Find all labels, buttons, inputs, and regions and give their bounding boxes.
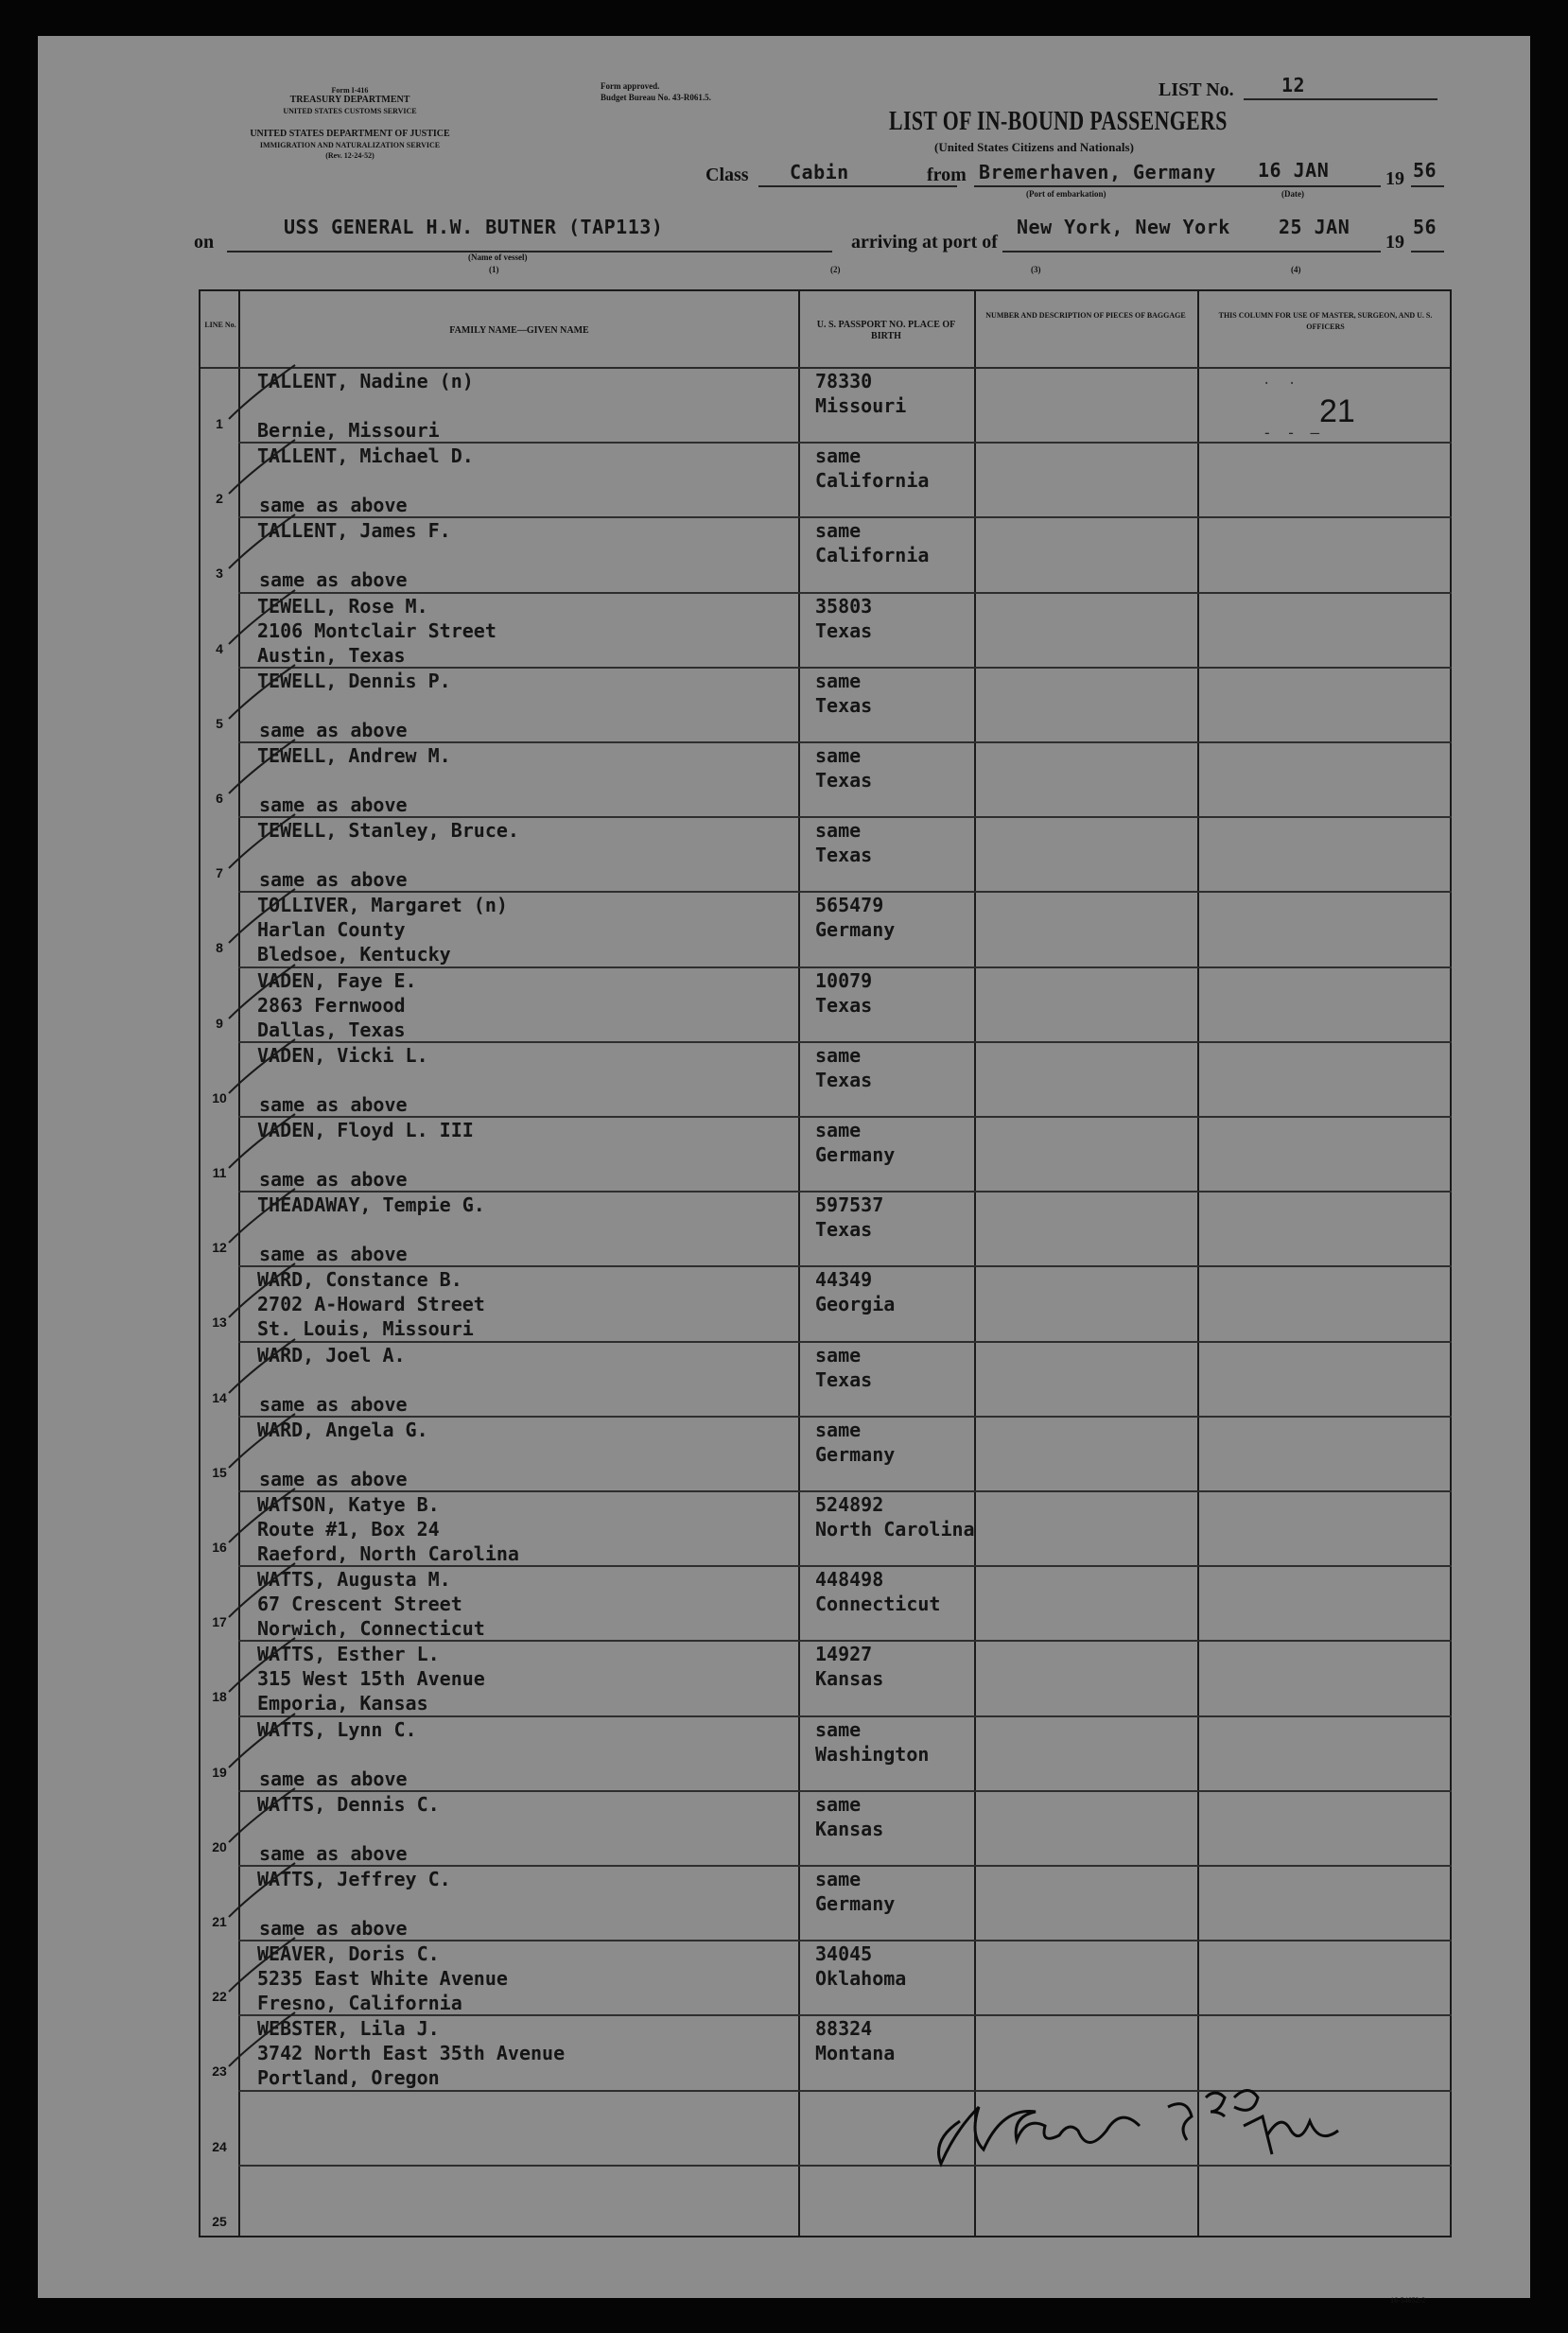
passenger-name: TEWELL, Rose M. bbox=[257, 594, 428, 618]
line-number: 8 bbox=[216, 940, 223, 956]
passport-number: same bbox=[815, 1343, 862, 1367]
place-of-birth: Washington bbox=[815, 1742, 930, 1766]
line-number: 7 bbox=[216, 865, 223, 881]
place-of-birth: Kansas bbox=[815, 1667, 884, 1691]
passenger-address: 2702 A-Howard Street bbox=[257, 1293, 485, 1316]
check-mark bbox=[219, 1332, 305, 1398]
passenger-address: 2106 Montclair Street bbox=[257, 618, 497, 642]
passport-number: 14927 bbox=[815, 1643, 873, 1666]
line-number: 12 bbox=[212, 1240, 227, 1256]
arrival-port: New York, New York bbox=[1017, 216, 1230, 238]
col-number-2: (2) bbox=[830, 265, 841, 274]
list-label: LIST No. bbox=[1159, 79, 1234, 100]
date-caption: (Date) bbox=[1281, 189, 1304, 199]
place-of-birth: Germany bbox=[815, 918, 896, 942]
passport-number: same bbox=[815, 1792, 862, 1816]
passenger-city: same as above bbox=[259, 1168, 408, 1191]
check-mark bbox=[219, 957, 305, 1023]
passenger-name: THEADAWAY, Tempie G. bbox=[257, 1193, 485, 1217]
passport-number: same bbox=[815, 519, 862, 543]
passenger-name: WARD, Joel A. bbox=[257, 1343, 406, 1367]
place-of-birth: Germany bbox=[815, 1143, 896, 1166]
vessel-underline bbox=[227, 251, 832, 252]
passenger-address: Route #1, Box 24 bbox=[257, 1518, 440, 1541]
line-number: 13 bbox=[212, 1314, 227, 1331]
line-number: 21 bbox=[212, 1914, 227, 1929]
page-subtitle: (United States Citizens and Nationals) bbox=[934, 140, 1134, 154]
line-number: 25 bbox=[212, 2213, 227, 2229]
check-mark bbox=[219, 1256, 305, 1322]
form-number: Form I-416 bbox=[331, 86, 369, 95]
passenger-city: Raeford, North Carolina bbox=[257, 1542, 519, 1565]
passport-number: 34045 bbox=[815, 1942, 873, 1966]
embarkation-port: Bremerhaven, Germany bbox=[979, 161, 1216, 183]
passport-number: same bbox=[815, 1043, 862, 1067]
line-number: 14 bbox=[212, 1389, 227, 1405]
col-header-officers: THIS COLUMN FOR USE OF MASTER, SURGEON, AND U. S. OFFICERS bbox=[1218, 311, 1433, 331]
arrival-year: 56 bbox=[1413, 216, 1437, 238]
passenger-city: Bernie, Missouri bbox=[257, 419, 440, 442]
place-of-birth: Texas bbox=[815, 1218, 873, 1242]
line-number: 10 bbox=[212, 1089, 227, 1106]
department-of-justice: UNITED STATES DEPARTMENT OF JUSTICE bbox=[250, 129, 450, 139]
list-underline bbox=[1244, 98, 1437, 100]
place-of-birth: Georgia bbox=[815, 1293, 896, 1316]
passport-number: 10079 bbox=[815, 968, 873, 992]
passport-number: 35803 bbox=[815, 594, 873, 618]
check-mark bbox=[219, 1032, 305, 1098]
form-revision: (Rev. 12-24-52) bbox=[325, 151, 375, 160]
arrival-date: 25 JAN bbox=[1279, 216, 1350, 238]
line-number: 20 bbox=[212, 1838, 227, 1854]
passport-number: same bbox=[815, 669, 862, 692]
on-label: on bbox=[194, 232, 215, 252]
passenger-city: same as above bbox=[259, 1841, 408, 1865]
place-of-birth: Kansas bbox=[815, 1817, 884, 1840]
signature-mark bbox=[922, 2069, 1357, 2173]
year-underline bbox=[1411, 185, 1444, 187]
dot-mark: · · bbox=[1263, 376, 1301, 392]
line-number: 1 bbox=[216, 416, 223, 431]
margin-note: 21 bbox=[1319, 393, 1355, 429]
passenger-city: Portland, Oregon bbox=[257, 2066, 440, 2090]
year-prefix: 19 bbox=[1385, 168, 1404, 189]
passenger-name: TEWELL, Stanley, Bruce. bbox=[257, 819, 519, 843]
passport-number: 44349 bbox=[815, 1268, 873, 1292]
passenger-city: same as above bbox=[259, 718, 408, 741]
passenger-address: 67 Crescent Street bbox=[257, 1593, 462, 1616]
check-mark bbox=[219, 1781, 305, 1847]
place-of-birth: Texas bbox=[815, 618, 873, 642]
footer-code: 16-54652-2 bbox=[1390, 2296, 1426, 2305]
check-mark bbox=[219, 1930, 305, 1996]
check-mark bbox=[219, 1630, 305, 1697]
line-number: 15 bbox=[212, 1464, 227, 1480]
place-of-birth: California bbox=[815, 544, 930, 567]
check-mark bbox=[219, 732, 305, 798]
check-mark bbox=[219, 657, 305, 723]
budget-bureau: Budget Bureau No. 43-R061.5. bbox=[601, 93, 711, 102]
passport-number: same bbox=[815, 744, 862, 767]
passport-number: 524892 bbox=[815, 1493, 884, 1516]
passport-number: 597537 bbox=[815, 1193, 884, 1217]
passenger-city: same as above bbox=[259, 1092, 408, 1116]
place-of-birth: Germany bbox=[815, 1892, 896, 1915]
check-mark bbox=[219, 1481, 305, 1547]
passport-number: 78330 bbox=[815, 370, 873, 392]
dash-mark: - - – bbox=[1263, 424, 1323, 442]
page-title: LIST OF IN-BOUND PASSENGERS bbox=[889, 107, 1228, 136]
passenger-name: TOLLIVER, Margaret (n) bbox=[257, 894, 508, 917]
passenger-city: Norwich, Connecticut bbox=[257, 1617, 485, 1641]
manifest-page bbox=[38, 36, 1530, 2305]
passenger-city: same as above bbox=[259, 868, 408, 892]
place-of-birth: California bbox=[815, 469, 930, 493]
line-number: 22 bbox=[212, 1989, 227, 2005]
passenger-city: same as above bbox=[259, 1467, 408, 1490]
place-of-birth: Montana bbox=[815, 2042, 896, 2065]
col-header-line: LINE No. bbox=[204, 321, 236, 329]
check-mark bbox=[219, 807, 305, 873]
column-divider bbox=[974, 291, 976, 2236]
col-number-1: (1) bbox=[489, 265, 499, 274]
passport-number: 448498 bbox=[815, 1568, 884, 1592]
passenger-city: same as above bbox=[259, 793, 408, 816]
passenger-name: WATSON, Katye B. bbox=[257, 1493, 440, 1516]
line-number: 2 bbox=[216, 491, 223, 507]
passenger-table bbox=[199, 289, 1452, 2237]
place-of-birth: Missouri bbox=[815, 394, 907, 417]
column-divider bbox=[1197, 291, 1199, 2236]
vessel-caption: (Name of vessel) bbox=[468, 252, 528, 262]
line-number: 19 bbox=[212, 1764, 227, 1780]
line-number: 6 bbox=[216, 791, 223, 806]
check-mark bbox=[219, 881, 305, 948]
passport-number: same bbox=[815, 1119, 862, 1141]
passenger-city: same as above bbox=[259, 1243, 408, 1266]
line-number: 24 bbox=[212, 2138, 227, 2154]
port-caption: (Port of embarkation) bbox=[1026, 189, 1106, 199]
passenger-name: VADEN, Vicki L. bbox=[257, 1043, 428, 1067]
passenger-name: WEAVER, Doris C. bbox=[257, 1942, 440, 1966]
line-number: 4 bbox=[216, 640, 223, 656]
line-number: 16 bbox=[212, 1540, 227, 1555]
place-of-birth: Texas bbox=[815, 993, 873, 1017]
place-of-birth: Texas bbox=[815, 693, 873, 717]
line-number: 23 bbox=[212, 2063, 227, 2080]
passenger-address: 3742 North East 35th Avenue bbox=[257, 2042, 566, 2065]
passenger-city: Fresno, California bbox=[257, 1992, 462, 2015]
passenger-name: WATTS, Esther L. bbox=[257, 1643, 440, 1666]
arriving-label: arriving at port of bbox=[851, 232, 998, 252]
place-of-birth: Texas bbox=[815, 769, 873, 792]
place-of-birth: Germany bbox=[815, 1442, 896, 1466]
class-value: Cabin bbox=[790, 161, 849, 183]
check-mark bbox=[219, 432, 305, 498]
list-number: 12 bbox=[1281, 74, 1306, 96]
line-number: 11 bbox=[212, 1165, 227, 1180]
passenger-city: Bledsoe, Kentucky bbox=[257, 943, 451, 966]
passport-number: same bbox=[815, 1868, 862, 1890]
place-of-birth: Texas bbox=[815, 844, 873, 867]
passenger-name: VADEN, Floyd L. III bbox=[257, 1119, 474, 1141]
passport-number: same bbox=[815, 444, 862, 468]
passenger-name: TALLENT, Michael D. bbox=[257, 444, 474, 468]
passenger-city: same as above bbox=[259, 568, 408, 592]
check-mark bbox=[219, 583, 305, 649]
passport-number: 565479 bbox=[815, 894, 884, 917]
passenger-address: 5235 East White Avenue bbox=[257, 1967, 508, 1991]
passenger-name: TALLENT, James F. bbox=[257, 519, 451, 543]
passport-number: same bbox=[815, 819, 862, 843]
passenger-city: same as above bbox=[259, 494, 408, 517]
passenger-name: WATTS, Lynn C. bbox=[257, 1717, 417, 1741]
check-mark bbox=[219, 1406, 305, 1472]
ins-service: IMMIGRATION AND NATURALIZATION SERVICE bbox=[259, 141, 441, 149]
passenger-city: Emporia, Kansas bbox=[257, 1692, 428, 1715]
check-mark bbox=[219, 1855, 305, 1922]
passenger-name: TALLENT, Nadine (n) bbox=[257, 370, 474, 392]
passenger-address: 2863 Fernwood bbox=[257, 993, 406, 1017]
place-of-birth: Oklahoma bbox=[815, 1967, 907, 1991]
col-header-baggage: NUMBER AND DESCRIPTION OF PIECES OF BAGGAGE bbox=[985, 311, 1186, 320]
place-of-birth: Texas bbox=[815, 1068, 873, 1091]
passenger-city: same as above bbox=[259, 1917, 408, 1940]
col-header-passport: U. S. PASSPORT NO. PLACE OF BIRTH bbox=[816, 320, 956, 341]
passenger-name: TEWELL, Andrew M. bbox=[257, 744, 451, 767]
form-approved: Form approved. bbox=[601, 81, 660, 91]
vessel-name: USS GENERAL H.W. BUTNER (TAP113) bbox=[284, 216, 664, 238]
year-underline-2 bbox=[1411, 251, 1444, 252]
line-number: 5 bbox=[216, 715, 223, 731]
passenger-name: WARD, Constance B. bbox=[257, 1268, 462, 1292]
line-number: 18 bbox=[212, 1689, 227, 1705]
passenger-city: Dallas, Texas bbox=[257, 1018, 406, 1041]
line-number: 17 bbox=[212, 1614, 227, 1630]
from-label: from bbox=[927, 165, 967, 185]
passenger-address: 315 West 15th Avenue bbox=[257, 1667, 485, 1691]
check-mark bbox=[219, 1106, 305, 1173]
place-of-birth: North Carolina bbox=[815, 1518, 975, 1541]
place-of-birth: Texas bbox=[815, 1367, 873, 1391]
check-mark bbox=[219, 2005, 305, 2071]
place-of-birth: Connecticut bbox=[815, 1593, 941, 1616]
customs-service: UNITED STATES CUSTOMS SERVICE bbox=[283, 107, 417, 115]
passport-number: same bbox=[815, 1418, 862, 1441]
check-mark bbox=[219, 357, 305, 424]
treasury-department: TREASURY DEPARTMENT bbox=[289, 95, 410, 105]
col-header-name: FAMILY NAME—GIVEN NAME bbox=[449, 325, 589, 336]
passenger-city: Austin, Texas bbox=[257, 643, 406, 667]
check-mark bbox=[219, 507, 305, 573]
embarkation-year: 56 bbox=[1413, 159, 1437, 182]
passenger-city: same as above bbox=[259, 1392, 408, 1416]
col-number-4: (4) bbox=[1291, 265, 1301, 274]
passenger-city: St. Louis, Missouri bbox=[257, 1317, 474, 1341]
line-number: 3 bbox=[216, 566, 223, 582]
from-underline bbox=[974, 185, 1381, 187]
embarkation-date: 16 JAN bbox=[1258, 159, 1330, 182]
passenger-address: Harlan County bbox=[257, 918, 406, 942]
passport-number: 88324 bbox=[815, 2017, 873, 2041]
year-prefix-2: 19 bbox=[1385, 232, 1404, 252]
check-mark bbox=[219, 1181, 305, 1247]
passenger-name: WATTS, Jeffrey C. bbox=[257, 1868, 451, 1890]
passenger-name: WATTS, Augusta M. bbox=[257, 1568, 451, 1592]
col-number-3: (3) bbox=[1031, 265, 1041, 274]
passenger-name: VADEN, Faye E. bbox=[257, 968, 417, 992]
passenger-city: same as above bbox=[259, 1767, 408, 1790]
arrival-underline bbox=[1002, 251, 1381, 252]
check-mark bbox=[219, 1706, 305, 1772]
column-divider bbox=[798, 291, 800, 2236]
passport-number: same bbox=[815, 1717, 862, 1741]
passenger-name: TEWELL, Dennis P. bbox=[257, 669, 451, 692]
passenger-name: WEBSTER, Lila J. bbox=[257, 2017, 440, 2041]
class-label: Class bbox=[706, 165, 749, 185]
passenger-name: WATTS, Dennis C. bbox=[257, 1792, 440, 1816]
passenger-name: WARD, Angela G. bbox=[257, 1418, 428, 1441]
line-number: 9 bbox=[216, 1015, 223, 1031]
check-mark bbox=[219, 1556, 305, 1622]
